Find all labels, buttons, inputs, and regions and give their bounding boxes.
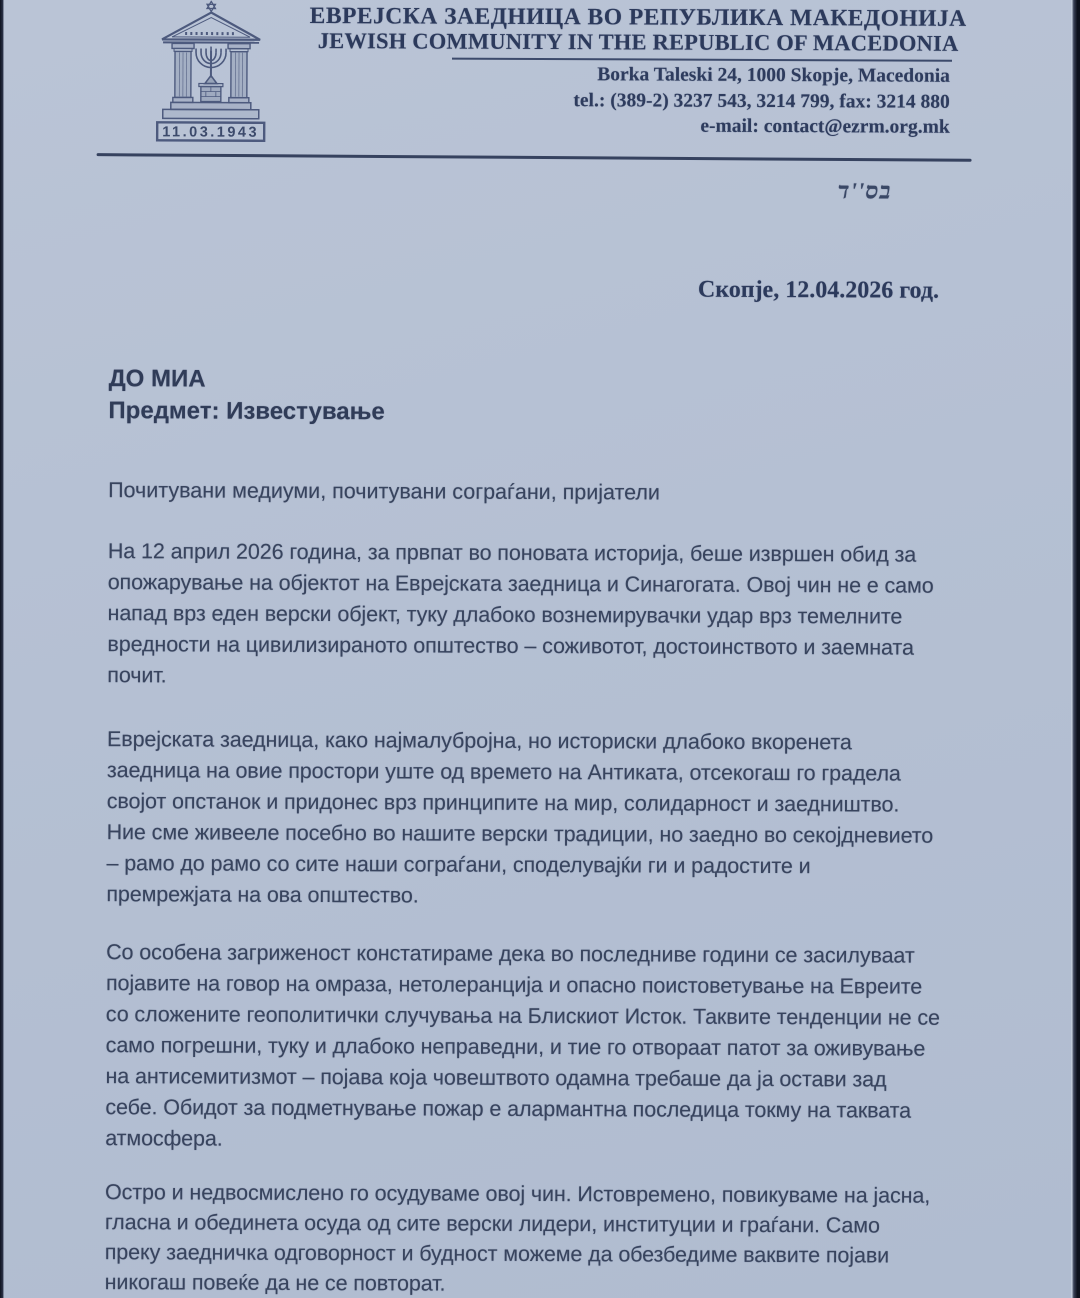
logo-date: 11.03.1943 — [162, 124, 260, 141]
contact-block — [350, 61, 950, 140]
paragraph-condemnation-call: Остро и недвосмислено го осудуваме овој чин. Истовремено, повикуваме на јасна, гласна и обединета осуда од сите верски лидери, институции и граѓани. Само преку заедничка одговорност и будност можеме да обезбедиме ваквите појави никогаш повеќе да не се повторат. — [104, 1180, 931, 1296]
email-line: e-mail: contact@ezrm.org.mk — [700, 115, 950, 138]
menorah-icon — [196, 46, 226, 83]
hebrew-bsd-mark: בס''ד — [837, 178, 892, 204]
phone-fax-line: tel.: (389-2) 3237 543, 3214 799, fax: 3214 880 — [573, 89, 950, 113]
paragraph-attack-announcement: На 12 април 2026 година, за првпат во поновата историја, беше извршен обид за опожарување на објектот на Еврејската заедница и Синагогата. Овој чин не е само напад врз еден верски објект, туку длабоко вознемирувачки удар врз темелните вредности на цивилизираното општество – соживотот, достоинството и заемната почит. — [107, 539, 934, 688]
community-logo-icon — [155, 0, 268, 142]
recipient-line: ДО МИА — [108, 365, 206, 393]
address-line: Borka Taleski 24, 1000 Skopje, Macedonia — [597, 64, 950, 87]
org-name-macedonian: ЕВРЕЈСКА ЗАЕДНИЦА ВО РЕПУБЛИКА МАКЕДОНИЈА — [309, 2, 967, 32]
subject-line: Предмет: Известување — [108, 397, 385, 426]
dateline: Скопје, 12.04.2026 год. — [697, 276, 940, 304]
header-divider — [97, 153, 972, 162]
paragraph-concern-antisemitism: Со особена загриженост констатираме дека во последниве години се засилуваат појавите на говор на омраза, нетолеранција и опасно поистоветување на Евреите со сложените геополитички случувања на Блискиот Исток. Таквите тенденции не се само погрешни, туку и длабоко неправедни, и тие го отвораат патот за оживување на антисемитизмот – појава која човештвото одамна требаше да ја остави зад себе. Обидот за подметнување пожар е алармантна последица токму на таквата атмосфера. — [105, 940, 940, 1151]
salutation: Почитувани медиуми, почитувани сограѓани, пријатели — [108, 478, 661, 505]
paragraph-community-history: Еврејската заедница, како најмалубројна, но историски длабоко вкоренета заедница на овие простори уште од времето на Антиката, отсекогаш го градела својот опстанок и придонес врз принципите на мир, солидарност и заедништво. Ние сме живееле посебно во нашите верски традиции, но заедно во секојдневието – рамо до рамо со сите наши сограѓани, споделувајќи ги и радостите и премрежјата на ова општество. — [106, 727, 934, 908]
org-name-english: JEWISH COMMUNITY IN THE REPUBLIC OF MACEDONIA — [317, 28, 959, 56]
